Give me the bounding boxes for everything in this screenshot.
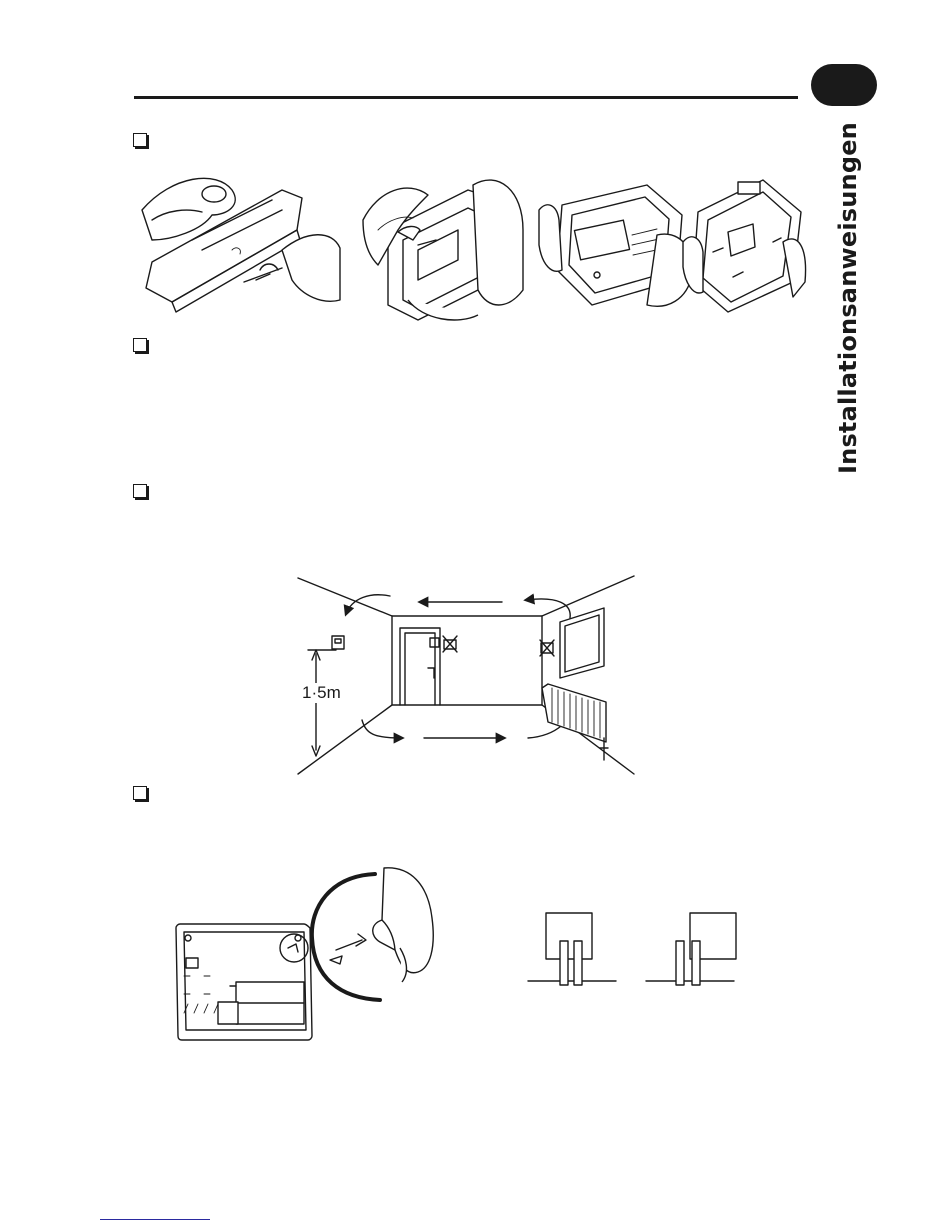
step-1-checkbox-icon [133, 133, 147, 147]
step-3-checkbox-icon [133, 484, 147, 498]
illustration-remove-cover [358, 170, 528, 330]
header-rule [134, 96, 798, 99]
room-placement-diagram [290, 570, 640, 780]
illustration-open-back [537, 175, 697, 320]
step-2-checkbox-icon [133, 338, 147, 352]
step-4-checkbox-icon [133, 786, 147, 800]
illustration-open-case [132, 170, 342, 315]
side-title: Installationsanweisungen [834, 122, 862, 474]
illustration-back-plate [683, 172, 808, 320]
illustration-backplate-detail [170, 868, 440, 1043]
mounting-orientation-diagrams [520, 905, 745, 987]
height-label: 1·5m [302, 683, 341, 702]
footer-link-line [100, 1219, 210, 1220]
section-tab [811, 64, 877, 106]
